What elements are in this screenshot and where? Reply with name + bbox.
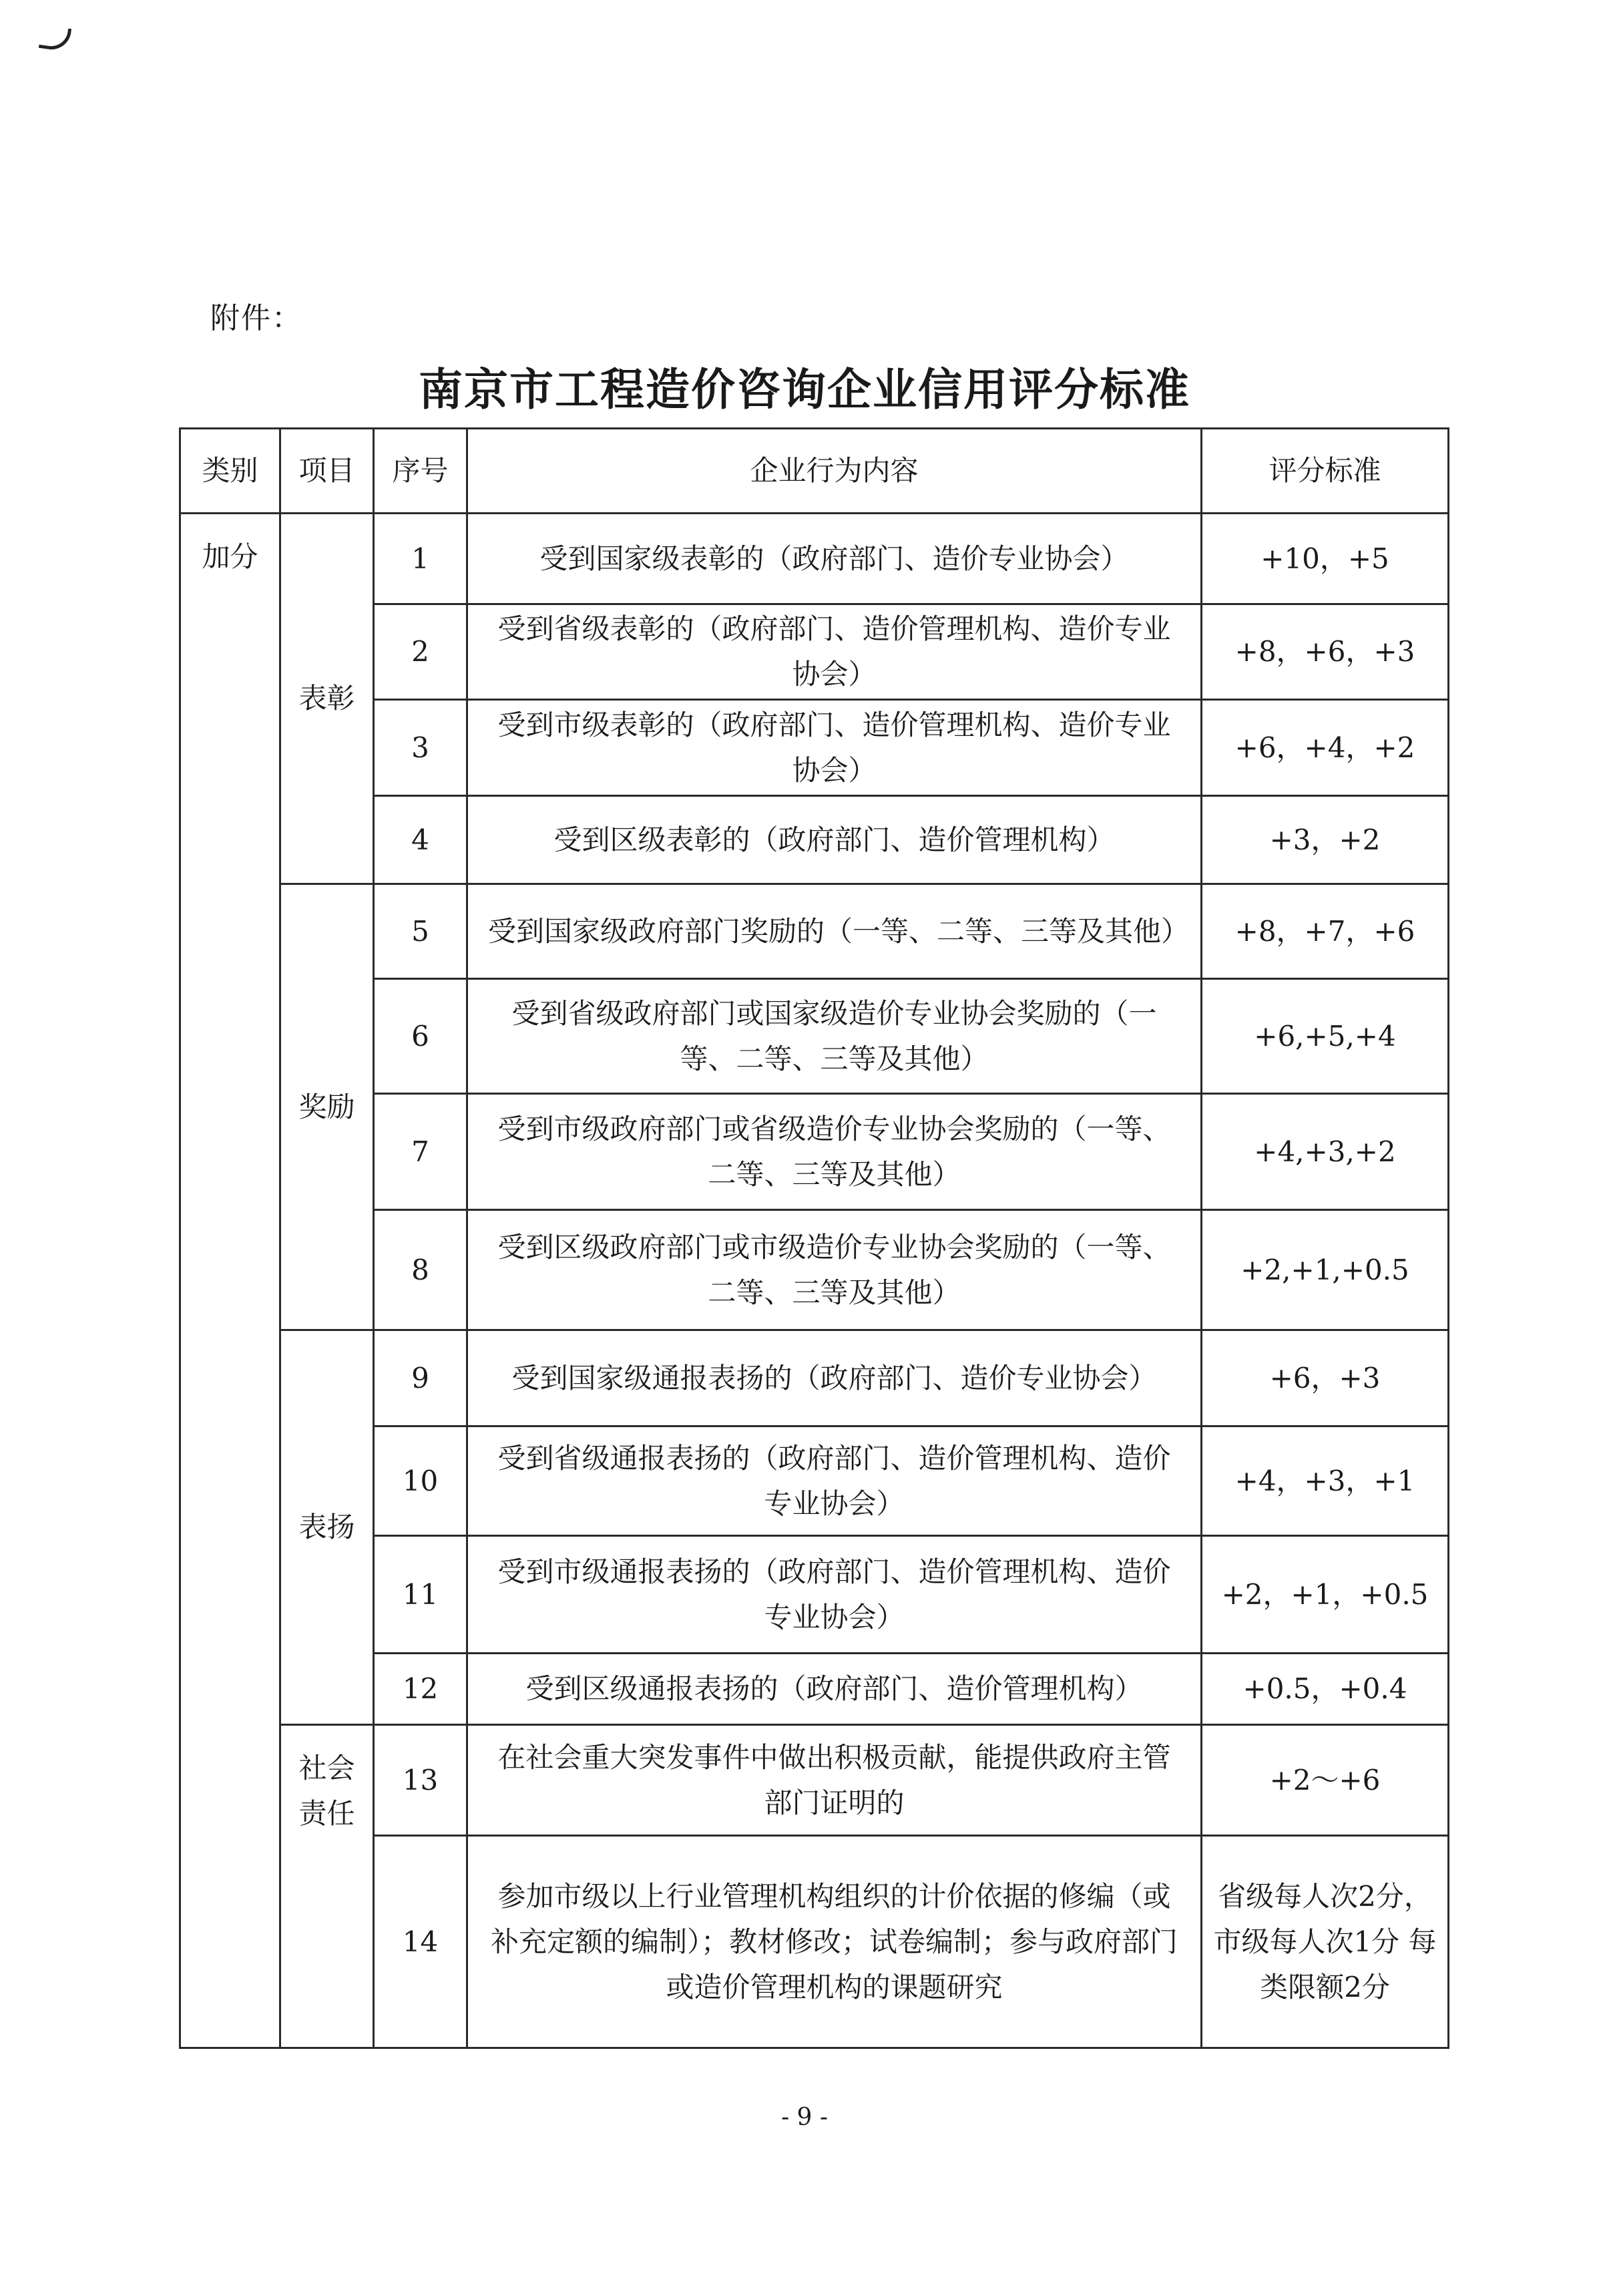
score-cell: +6，+4，+2 (1202, 700, 1449, 796)
content-cell: 受到省级政府部门或国家级造价专业协会奖励的（一等、二等、三等及其他） (467, 979, 1202, 1094)
score-cell: 省级每人次2分，市级每人次1分 每类限额2分 (1202, 1836, 1449, 2048)
attachment-label: 附件： (210, 301, 302, 335)
page-number: - 9 - (780, 2104, 829, 2131)
header-content: 企业行为内容 (467, 429, 1202, 514)
score-cell: +4,+3,+2 (1202, 1094, 1449, 1210)
content-cell: 受到市级表彰的（政府部门、造价管理机构、造价专业协会） (467, 700, 1202, 796)
seq-cell: 2 (374, 604, 467, 700)
seq-cell: 4 (374, 796, 467, 884)
seq-cell: 3 (374, 700, 467, 796)
score-cell: +8，+6，+3 (1202, 604, 1449, 700)
table-header-row (180, 429, 1449, 514)
content-cell: 参加市级以上行业管理机构组织的计价依据的修编（或补充定额的编制）；教材修改；试卷编制；参与政府部门或造价管理机构的课题研究 (467, 1836, 1202, 2048)
seq-cell: 10 (374, 1426, 467, 1536)
content-cell: 受到国家级通报表扬的（政府部门、造价专业协会） (467, 1330, 1202, 1426)
group-cell-commendation: 表彰 (280, 514, 374, 884)
content-cell: 受到省级表彰的（政府部门、造价管理机构、造价专业协会） (467, 604, 1202, 700)
score-cell: +0.5，+0.4 (1202, 1654, 1449, 1725)
scoring-table (179, 427, 1449, 2049)
header-score: 评分标准 (1202, 429, 1449, 514)
header-seq: 序号 (374, 429, 467, 514)
table-row (180, 884, 1449, 979)
table-row (180, 514, 1449, 604)
score-cell: +6，+3 (1202, 1330, 1449, 1426)
score-cell: +2,+1,+0.5 (1202, 1210, 1449, 1330)
content-cell: 受到市级政府部门或省级造价专业协会奖励的（一等、二等、三等及其他） (467, 1094, 1202, 1210)
group-cell-praise: 表扬 (280, 1330, 374, 1725)
seq-cell: 13 (374, 1725, 467, 1836)
score-cell: +10，+5 (1202, 514, 1449, 604)
score-cell: +3，+2 (1202, 796, 1449, 884)
content-cell: 受到市级通报表扬的（政府部门、造价管理机构、造价专业协会） (467, 1536, 1202, 1654)
seq-cell: 12 (374, 1654, 467, 1725)
score-cell: +6,+5,+4 (1202, 979, 1449, 1094)
content-cell: 受到区级通报表扬的（政府部门、造价管理机构） (467, 1654, 1202, 1725)
seq-cell: 5 (374, 884, 467, 979)
seq-cell: 11 (374, 1536, 467, 1654)
content-cell: 受到国家级表彰的（政府部门、造价专业协会） (467, 514, 1202, 604)
scan-mark (39, 25, 71, 52)
seq-cell: 6 (374, 979, 467, 1094)
seq-cell: 9 (374, 1330, 467, 1426)
group-cell-social-responsibility: 社会责任 (280, 1725, 374, 2048)
score-cell: +4，+3，+1 (1202, 1426, 1449, 1536)
header-category: 类别 (180, 429, 280, 514)
score-cell: +2～+6 (1202, 1725, 1449, 1836)
content-cell: 受到省级通报表扬的（政府部门、造价管理机构、造价专业协会） (467, 1426, 1202, 1536)
content-cell: 受到区级表彰的（政府部门、造价管理机构） (467, 796, 1202, 884)
document-title: 南京市工程造价咨询企业信用评分标准 (419, 363, 1190, 415)
score-cell: +2，+1，+0.5 (1202, 1536, 1449, 1654)
group-cell-award: 奖励 (280, 884, 374, 1330)
content-cell: 在社会重大突发事件中做出积极贡献，能提供政府主管部门证明的 (467, 1725, 1202, 1836)
header-item: 项目 (280, 429, 374, 514)
category-cell: 加分 (180, 514, 280, 2048)
content-cell: 受到区级政府部门或市级造价专业协会奖励的（一等、二等、三等及其他） (467, 1210, 1202, 1330)
table-row (180, 1330, 1449, 1426)
score-cell: +8，+7，+6 (1202, 884, 1449, 979)
seq-cell: 1 (374, 514, 467, 604)
seq-cell: 8 (374, 1210, 467, 1330)
content-cell: 受到国家级政府部门奖励的（一等、二等、三等及其他） (467, 884, 1202, 979)
seq-cell: 14 (374, 1836, 467, 2048)
seq-cell: 7 (374, 1094, 467, 1210)
table-row (180, 1725, 1449, 1836)
